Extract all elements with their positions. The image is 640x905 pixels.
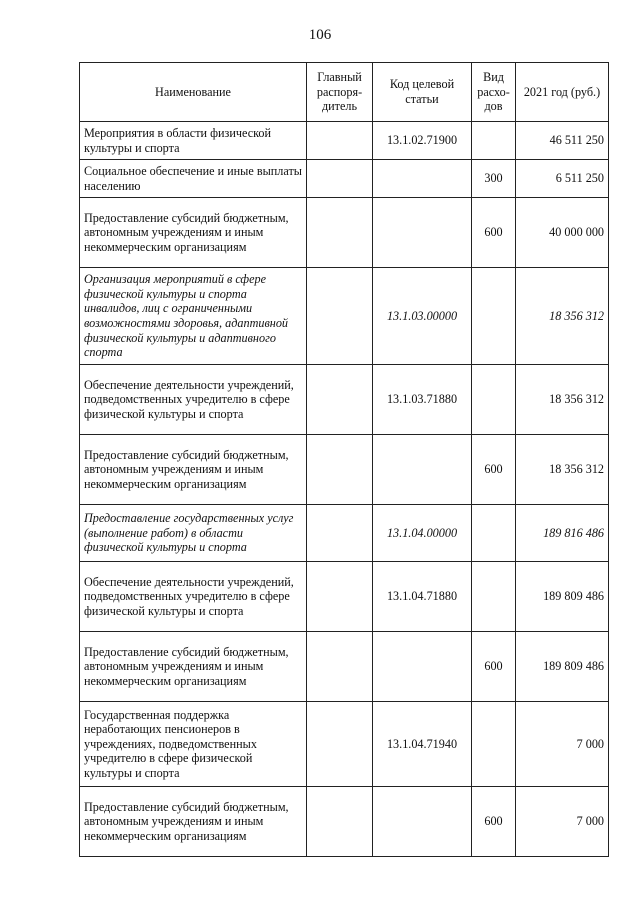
page-number: 106 <box>308 27 332 43</box>
table-row <box>80 632 609 702</box>
cell-code: 13.1.04.71940 <box>373 702 472 787</box>
cell-code <box>373 435 472 505</box>
cell-name: Организация мероприятий в сфере физической культуры и спорта инвалидов, лиц с ограниченными возможностями здоровья, адаптивной физической культуры и адаптивного спорта <box>80 268 307 365</box>
table-row <box>80 268 609 365</box>
cell-name: Государственная поддержка неработающих пенсионеров в учреждениях, подведомственных учредителю в сфере физической культуры и спорта <box>80 702 307 787</box>
table-row <box>80 787 609 857</box>
cell-manager <box>307 122 373 160</box>
cell-name: Обеспечение деятельности учреждений, подведомственных учредителю в сфере физической культуры и спорта <box>80 562 307 632</box>
header-manager: Главный распоря-дитель <box>307 63 373 122</box>
cell-name: Обеспечение деятельности учреждений, подведомственных учредителю в сфере физической культуры и спорта <box>80 365 307 435</box>
cell-manager <box>307 365 373 435</box>
table-row <box>80 160 609 198</box>
cell-manager <box>307 160 373 198</box>
table-row <box>80 562 609 632</box>
cell-manager <box>307 562 373 632</box>
cell-amount: 7 000 <box>516 787 609 857</box>
cell-amount: 18 356 312 <box>516 435 609 505</box>
table-row <box>80 365 609 435</box>
cell-type: 600 <box>472 198 516 268</box>
cell-amount: 40 000 000 <box>516 198 609 268</box>
cell-code <box>373 787 472 857</box>
cell-manager <box>307 787 373 857</box>
cell-amount: 7 000 <box>516 702 609 787</box>
table-row <box>80 198 609 268</box>
cell-manager <box>307 435 373 505</box>
cell-type: 600 <box>472 632 516 702</box>
cell-manager <box>307 198 373 268</box>
cell-code: 13.1.04.00000 <box>373 505 472 562</box>
cell-code <box>373 160 472 198</box>
cell-name: Предоставление государственных услуг (выполнение работ) в области физической культуры и спорта <box>80 505 307 562</box>
cell-type: 300 <box>472 160 516 198</box>
cell-name: Предоставление субсидий бюджетным, автономным учреждениям и иным некоммерческим организациям <box>80 787 307 857</box>
cell-code <box>373 632 472 702</box>
cell-name: Предоставление субсидий бюджетным, автономным учреждениям и иным некоммерческим организациям <box>80 198 307 268</box>
header-amount: 2021 год (руб.) <box>516 63 609 122</box>
cell-name: Предоставление субсидий бюджетным, автономным учреждениям и иным некоммерческим организациям <box>80 632 307 702</box>
cell-type <box>472 562 516 632</box>
table-row <box>80 505 609 562</box>
cell-amount: 18 356 312 <box>516 365 609 435</box>
cell-type <box>472 702 516 787</box>
header-type: Вид расхо-дов <box>472 63 516 122</box>
cell-type <box>472 505 516 562</box>
cell-manager <box>307 632 373 702</box>
cell-code: 13.1.03.71880 <box>373 365 472 435</box>
header-code: Код целевой статьи <box>373 63 472 122</box>
cell-manager <box>307 505 373 562</box>
cell-manager <box>307 268 373 365</box>
cell-name: Мероприятия в области физической культуры и спорта <box>80 122 307 160</box>
cell-code: 13.1.03.00000 <box>373 268 472 365</box>
cell-code: 13.1.02.71900 <box>373 122 472 160</box>
cell-type <box>472 365 516 435</box>
cell-name: Социальное обеспечение и иные выплаты населению <box>80 160 307 198</box>
cell-name: Предоставление субсидий бюджетным, автономным учреждениям и иным некоммерческим организациям <box>80 435 307 505</box>
cell-code: 13.1.04.71880 <box>373 562 472 632</box>
budget-table <box>79 62 609 857</box>
cell-type: 600 <box>472 787 516 857</box>
cell-amount: 189 816 486 <box>516 505 609 562</box>
header-name: Наименование <box>80 63 307 122</box>
cell-amount: 18 356 312 <box>516 268 609 365</box>
cell-type: 600 <box>472 435 516 505</box>
cell-amount: 189 809 486 <box>516 632 609 702</box>
table-header-row <box>80 63 609 122</box>
table-row <box>80 435 609 505</box>
cell-manager <box>307 702 373 787</box>
cell-amount: 6 511 250 <box>516 160 609 198</box>
table-row <box>80 702 609 787</box>
table-row <box>80 122 609 160</box>
cell-code <box>373 198 472 268</box>
cell-amount: 189 809 486 <box>516 562 609 632</box>
cell-amount: 46 511 250 <box>516 122 609 160</box>
cell-type <box>472 268 516 365</box>
cell-type <box>472 122 516 160</box>
